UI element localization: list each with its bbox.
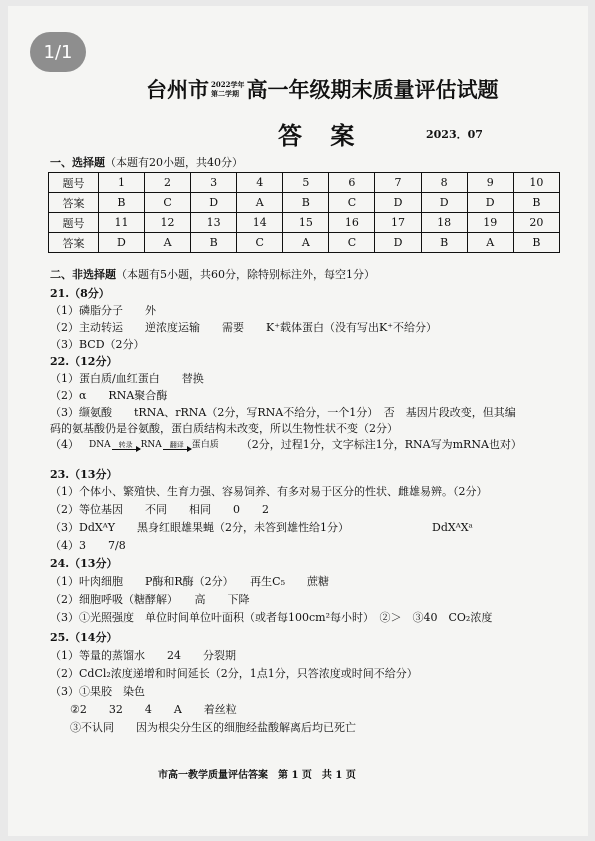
title-year-stack [211, 80, 244, 98]
q24-line2: （2）细胞呼吸（糖酵解） 高 下降 [50, 593, 250, 606]
page-indicator: 1/1 [30, 32, 86, 72]
table-cell: A [283, 233, 329, 253]
table-cell: 19 [467, 213, 513, 233]
table-cell: A [237, 193, 283, 213]
table-cell: D [375, 193, 421, 213]
q21-line2: （2）主动转运 逆浓度运输 需要 K⁺载体蛋白（没有写出K⁺不给分） [50, 321, 438, 334]
section2-title: 二、非选择题 [50, 268, 116, 281]
q25-line2: （2）CdCl₂浓度递增和时间延长（2分，1点1分，只答浓度或时间不给分） [50, 667, 418, 680]
title-year-bottom: 第二学期 [211, 89, 239, 98]
table-cell: 12 [145, 213, 191, 233]
table-cell: B [191, 233, 237, 253]
row-label: 题号 [49, 213, 99, 233]
doc-title [146, 74, 498, 104]
question-numbers-row-2 [49, 213, 560, 233]
section1-note: （本题有20小题，共40分） [105, 156, 243, 169]
q23-head: 23.（13分） [50, 468, 118, 481]
q24-line3: （3）①光照强度 单位时间单位叶面积（或者每100cm²每小时） ②＞ ③40 CO₂浓度 [50, 611, 493, 624]
table-cell: B [283, 193, 329, 213]
table-cell: 7 [375, 173, 421, 193]
table-cell: 5 [283, 173, 329, 193]
table-cell: A [145, 233, 191, 253]
table-cell: 9 [467, 173, 513, 193]
table-cell: B [513, 233, 559, 253]
table-cell: B [98, 193, 144, 213]
answer-heading: 答 案 [278, 121, 365, 150]
flow-arrow2-label: 翻译 [169, 440, 184, 449]
q22-line4-prefix: （4） [50, 438, 79, 451]
table-cell: A [467, 233, 513, 253]
q22-line4 [50, 438, 522, 452]
table-cell: 20 [513, 213, 559, 233]
q22-line3b: 码的氨基酸仍是谷氨酸，蛋白质结构未改变，所以生物性状不变（2分） [50, 422, 398, 435]
table-cell: 1 [98, 173, 144, 193]
answers-row-1 [49, 193, 560, 213]
q24-line1: （1）叶肉细胞 P酶和R酶（2分） 再生C₅ 蔗糖 [50, 575, 330, 588]
title-city: 台州市 [146, 77, 209, 102]
table-cell: D [421, 193, 467, 213]
section2-note: （本题有5小题，共60分，除特别标注外，每空1分） [116, 268, 375, 281]
table-cell: 13 [191, 213, 237, 233]
table-cell: D [191, 193, 237, 213]
section1-heading [50, 156, 243, 170]
table-cell: B [421, 233, 467, 253]
answer-table [48, 172, 560, 253]
row-label: 答案 [49, 233, 99, 253]
q23-line3b: DdXᴬXᵃ [432, 521, 473, 534]
table-cell: 16 [329, 213, 375, 233]
table-cell: 2 [145, 173, 191, 193]
flow-arrow-transcription [112, 441, 140, 450]
q23-line3a: （3）DdXᴬY 黑身红眼雄果蝇（2分，未答到雄性给1分） [50, 521, 349, 534]
table-cell: 8 [421, 173, 467, 193]
table-cell: D [467, 193, 513, 213]
title-year-top: 2022学年 [211, 80, 245, 89]
table-cell: 11 [98, 213, 144, 233]
table-cell: D [375, 233, 421, 253]
flow-arrow-translation [163, 441, 191, 450]
q21-head: 21.（8分） [50, 287, 110, 300]
q22-line1: （1）蛋白质/血红蛋白 替换 [50, 372, 204, 385]
q22-line2: （2）α RNA聚合酶 [50, 389, 168, 402]
doc-date: 2023．07 [426, 128, 483, 141]
q25-line4: ②2 32 4 A 着丝粒 [70, 703, 237, 716]
q25-line5: ③不认同 因为根尖分生区的细胞经盐酸解离后均已死亡 [70, 721, 356, 734]
flow-dna: DNA [89, 440, 111, 450]
section2-heading [50, 268, 375, 282]
q25-head: 25.（14分） [50, 631, 118, 644]
table-cell: 3 [191, 173, 237, 193]
flow-protein: 蛋白质 [191, 440, 219, 450]
table-cell: C [329, 193, 375, 213]
page-footer: 市高一教学质量评估答案 第 1 页 共 1 页 [158, 770, 356, 781]
row-label: 题号 [49, 173, 99, 193]
table-cell: 4 [237, 173, 283, 193]
table-cell: B [513, 193, 559, 213]
section1-title: 一、选择题 [50, 156, 105, 169]
q25-line3: （3）①果胶 染色 [50, 685, 145, 698]
q25-line1: （1）等量的蒸馏水 24 分裂期 [50, 649, 236, 662]
q21-line3: （3）BCD（2分） [50, 338, 145, 351]
table-cell: 17 [375, 213, 421, 233]
table-cell: 15 [283, 213, 329, 233]
table-cell: C [145, 193, 191, 213]
q22-head: 22.（12分） [50, 355, 118, 368]
document-page [8, 6, 588, 836]
flow-rna: RNA [140, 440, 162, 450]
table-cell: 18 [421, 213, 467, 233]
table-cell: 14 [237, 213, 283, 233]
table-cell: D [98, 233, 144, 253]
table-cell: 10 [513, 173, 559, 193]
table-cell: 6 [329, 173, 375, 193]
q23-line1: （1）个体小、繁殖快、生育力强、容易饲养、有多对易于区分的性状、雌雄易辨。（2分） [50, 485, 488, 498]
q23-line2: （2）等位基因 不同 相同 0 2 [50, 503, 269, 516]
q23-line4: （4）3 7/8 [50, 539, 126, 552]
table-cell: C [237, 233, 283, 253]
row-label: 答案 [49, 193, 99, 213]
q21-line1: （1）磷脂分子 外 [50, 304, 156, 317]
title-rest: 高一年级期末质量评估试题 [246, 77, 499, 102]
q22-line3a: （3）缬氨酸 tRNA、rRNA（2分，写RNA不给分，一个1分） 否 基因片段改变，但其编 [50, 406, 516, 419]
flow-arrow1-label: 转录 [118, 440, 133, 449]
q22-line4-note: （2分，过程1分，文字标注1分，RNA写为mRNA也对） [240, 438, 522, 451]
question-numbers-row-1 [49, 173, 560, 193]
answers-row-2 [49, 233, 560, 253]
q24-head: 24.（13分） [50, 557, 118, 570]
table-cell: C [329, 233, 375, 253]
